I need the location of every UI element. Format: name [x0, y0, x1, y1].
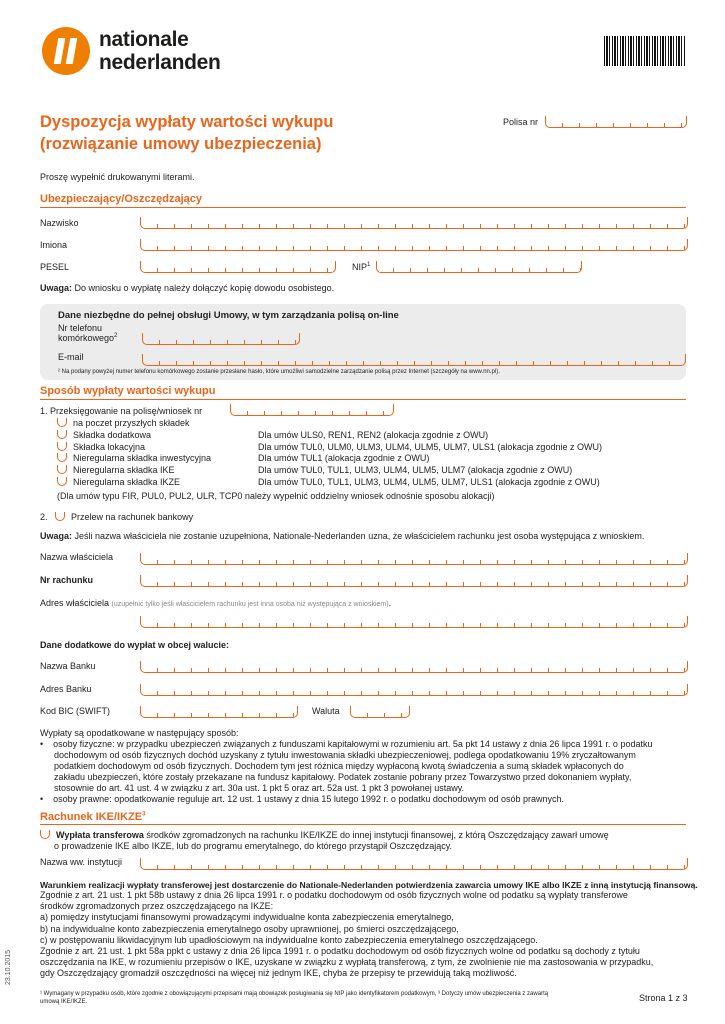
item2: 2. Przelew na rachunek bankowy — [40, 512, 194, 522]
option-description: Dla umów TUL0, TUL1, ULM3, ULM4, ULM5, ULM7 (alokacja zgodnie z OWU) — [258, 465, 573, 476]
owner-field[interactable] — [140, 553, 688, 565]
option-checkbox[interactable] — [57, 453, 67, 462]
form-title — [40, 111, 333, 155]
ike-line: gdy Oszczędzający gromadził oszczędności na więcej niż jednym IKE, chyba że przepisy te przewidują taką możliwość. — [40, 968, 517, 979]
form-date: 23.10.2015 — [5, 949, 12, 985]
ike-transfer-checkbox[interactable] — [40, 830, 50, 839]
option-checkbox[interactable] — [57, 477, 67, 486]
owner-note: Uwaga: Jeśli nazwa właściciela nie zostanie uzupełniona, Nationale-Nederlanden uzna, że właścicielem rachunku jest osoba występująca z wnioskiem. — [40, 531, 645, 541]
ike-line: b) na indywidualne konto zabezpieczenia emerytalnego osoby uprawnionej, po śmierci oszczędzającego, — [40, 923, 459, 934]
surname-label: Nazwisko — [40, 218, 79, 228]
tax-line: dochodowym od osób fizycznych dochód uzyskany z tytułu inwestowania składki ubezpieczeniowej, podlega opodatkowaniu 19% zryczałtowanym — [54, 749, 636, 760]
account-field[interactable] — [140, 575, 688, 587]
tax-line: stosownie do art. 41 ust. 4 w związku z art. 30a ust. 1 pkt 5 oraz art. 52a ust. 1 pkt 3 powołanej ustawy. — [54, 782, 465, 793]
id-note: Uwaga: Do wniosku o wypłatę należy dołączyć kopię dowodu osobistego. — [40, 283, 335, 293]
tax-intro: Wypłaty są opodatkowane w następujący sposób: — [40, 728, 239, 738]
section-rule — [40, 207, 686, 208]
option-checkbox[interactable] — [57, 442, 67, 451]
bic-field[interactable] — [140, 706, 298, 718]
ike-condition: Warunkiem realizacji wypłaty transferowej jest dostarczenie do Nationale-Nederlanden potwierdzenia zawarcia umowy IKE albo IKZE z inną instytucją finansową. — [40, 880, 698, 890]
brand-line1: nationale — [99, 28, 189, 51]
bank-name-field[interactable] — [140, 661, 688, 673]
institution-label: Nazwa ww. instytucji — [40, 857, 123, 867]
phone-label-2: komórkowego$^2$ — [58, 333, 118, 343]
policy-label: Polisa nr — [503, 117, 539, 127]
options-note: (Dla umów typu FIR, PUL0, PUL2, ULR, TCP0 należy wypełnić oddzielny wniosek odnośnie sposobu alokacji) — [57, 491, 495, 501]
bank-name-label: Nazwa Banku — [40, 661, 96, 671]
tax-legal-entities: • osoby prawne: opodatkowanie reguluje art. 12 ust. 1 ustawy z dnia 15 lutego 1992 r. o podatku dochodowym od osób prawnych. — [40, 794, 564, 804]
policy-number-field[interactable] — [545, 116, 687, 128]
ike-line: środków zgromadzonych przez oszczędzającego na IKZE: — [40, 901, 274, 912]
institution-field[interactable] — [140, 858, 688, 870]
bank-address-label: Adres Banku — [40, 684, 92, 694]
section-policyholder-title: Ubezpieczający/Oszczędzający — [40, 193, 203, 205]
option-label: Nieregularna składka inwestycyjna — [73, 453, 212, 464]
pesel-field[interactable] — [140, 261, 336, 273]
option-checkbox[interactable] — [57, 430, 67, 439]
bank-address-field[interactable] — [140, 684, 688, 696]
ike-line: c) w postępowaniu likwidacyjnym lub upadłościowym na indywidualne konto zabezpieczenia emerytalnego oszczędzającego. — [40, 934, 538, 945]
payout-option[interactable] — [57, 453, 211, 463]
target-policy-field[interactable] — [230, 404, 394, 416]
tax-line: podatkiem dochodowym od osób fizycznych. Dochodem tym jest różnica między wypłaconą kwotą świadczenia a sumą składek wpłaconych do — [54, 760, 624, 771]
option-description: Dla umów TUL0, ULM0, ULM3, ULM4, ULM5, ULM7, ULS1 (alokacja zgodnie z OWU) — [258, 441, 602, 452]
names-label: Imiona — [40, 240, 68, 250]
option-description: Dla umów TUL1 (alokacja zgodnie z OWU) — [258, 453, 430, 464]
payout-option[interactable] — [57, 477, 180, 487]
option-description: Dla umów TUL0, TUL1, ULM3, ULM4, ULM5, ULM7, ULS1 (alokacja zgodnie z OWU) — [258, 477, 600, 487]
owner-label: Nazwa właściciela — [40, 552, 114, 562]
bic-label: Kod BIC (SWIFT) — [40, 706, 111, 716]
barcode — [604, 36, 686, 66]
title-line2: (rozwiązanie umowy ubezpieczenia) — [40, 135, 322, 153]
owner-address-label: Adres właściciela (uzupełnić tylko jeśli właścicielem rachunku jest inna osoba niż występująca z wnioskiem). — [40, 598, 392, 608]
payout-option[interactable] — [57, 465, 175, 475]
option-label: Składka lokacyjna — [73, 441, 146, 452]
option-label: Składka dodatkowa — [73, 429, 152, 440]
nip-label: NIP$^1$ — [352, 262, 371, 272]
phone-label-1: Nr telefonu — [58, 323, 103, 333]
ike-line: Zgodnie z art. 21 ust. 1 pkt 58b ustawy z dnia 26 lipca 1991 r. o podatku dochodowym od osób fizycznych wolne od podatku są wypłaty transferowe — [40, 890, 628, 900]
names-field[interactable] — [140, 239, 688, 251]
pesel-label: PESEL — [40, 262, 70, 272]
ike-transfer-line2: o prowadzenie IKE albo IKZE, lub do programu emerytalnego, do którego przystąpił Oszczędzający. — [54, 841, 453, 851]
tax-line: • osoby fizyczne: w przypadku ubezpieczeń związanych z funduszami kapitałowymi w rozumieniu art. 5a pkt 14 ustawy z dnia 26 lipca 1991 r. o podatku — [40, 739, 653, 749]
ike-line: oszczędzania na IKE, w rozumieniu przepisów o IKE, uzyskane w związku z wypłatą transferową, z tym, że zwolnienie nie ma zastosowania w przypadku, — [40, 957, 654, 968]
payout-option[interactable] — [57, 430, 151, 440]
section-ike-title: Rachunek IKE/IKZE$^3$ — [40, 811, 146, 823]
mobile-phone-field[interactable] — [142, 333, 300, 345]
online-title: Dane niezbędne do pełnej obsługi Umowy, w tym zarządzania polisą on-line — [58, 310, 399, 321]
currency-field[interactable] — [350, 706, 410, 718]
section-rule — [40, 399, 686, 400]
section-payout-title: Sposób wypłaty wartości wykupu — [40, 385, 216, 397]
foreign-title: Dane dodatkowe do wypłat w obcej walucie: — [40, 640, 230, 650]
tax-line: zakładu ubezpieczeń, które zostały przekazane na fundusz kapitałowy. Podatek zostanie pobrany przez Towarzystwo przed dokonaniem wypłaty, — [54, 771, 632, 782]
footnote-line1: ¹ Wymagany w przypadku osób, które zgodnie z obowiązującymi przepisami mają obowiązek posługiwania się NIP jako identyfikatorem podatkowym, ³ Dotyczy umów ubezpieczenia z zawartą — [40, 991, 549, 997]
bank-transfer-checkbox[interactable] — [55, 512, 65, 521]
option-label: Nieregularna składka IKZE — [73, 477, 181, 487]
ike-line: a) pomiędzy instytucjami finansowymi prowadzącymi indywidualne konta zabezpieczenia emerytalnego, — [40, 912, 454, 923]
currency-label: Waluta — [312, 706, 340, 716]
owner-address-field[interactable] — [140, 616, 688, 628]
option-label: Nieregularna składka IKE — [73, 465, 175, 476]
brand-logo — [99, 28, 221, 74]
email-field[interactable] — [142, 354, 686, 366]
payout-option[interactable] — [57, 442, 145, 452]
online-footnote: ² Na podany powyżej numer telefonu komórkowego zostanie przesłane hasło, które umożliwi samodzielne zarządzanie polisą przez Internet (szczegóły na www.nn.pl). — [58, 369, 500, 375]
ike-line: Zgodnie z art. 21 ust. 1 pkt 58a ppkt c ustawy z dnia 26 lipca 1991 r. o podatku dochodowym od osób fizycznych wolne od podatku są dochody z tytułu — [40, 946, 640, 956]
footnote-line2: umową IKE/IKZE. — [40, 999, 88, 1005]
account-label: Nr rachunku — [40, 575, 94, 585]
email-label: E-mail — [58, 352, 84, 362]
option-label: na poczet przyszłych składek — [73, 418, 190, 428]
option-description: Dla umów ULS0, REN1, REN2 (alokacja zgodnie z OWU) — [258, 429, 489, 440]
page-number: Strona 1 z 3 — [639, 993, 688, 1003]
section-rule — [40, 824, 686, 825]
payout-option[interactable] — [57, 418, 190, 428]
ike-transfer: Wypłata transferowa środków zgromadzonych na rachunku IKE/IKZE do innej instytucji finansowej, z którą Oszczędzający zawarł umowę — [40, 830, 609, 840]
item1-label: 1. Przeksięgowanie na polisę/wniosek nr — [40, 406, 203, 416]
surname-field[interactable] — [140, 217, 688, 229]
option-checkbox[interactable] — [57, 465, 67, 474]
option-checkbox[interactable] — [57, 418, 67, 427]
nn-logo-icon — [42, 27, 90, 75]
title-line1: Dyspozycja wypłaty wartości wykupu — [40, 113, 334, 131]
nip-field[interactable] — [376, 261, 582, 273]
instruction: Proszę wypełnić drukowanymi literami. — [40, 172, 195, 182]
brand-line2: nederlanden — [99, 51, 221, 74]
